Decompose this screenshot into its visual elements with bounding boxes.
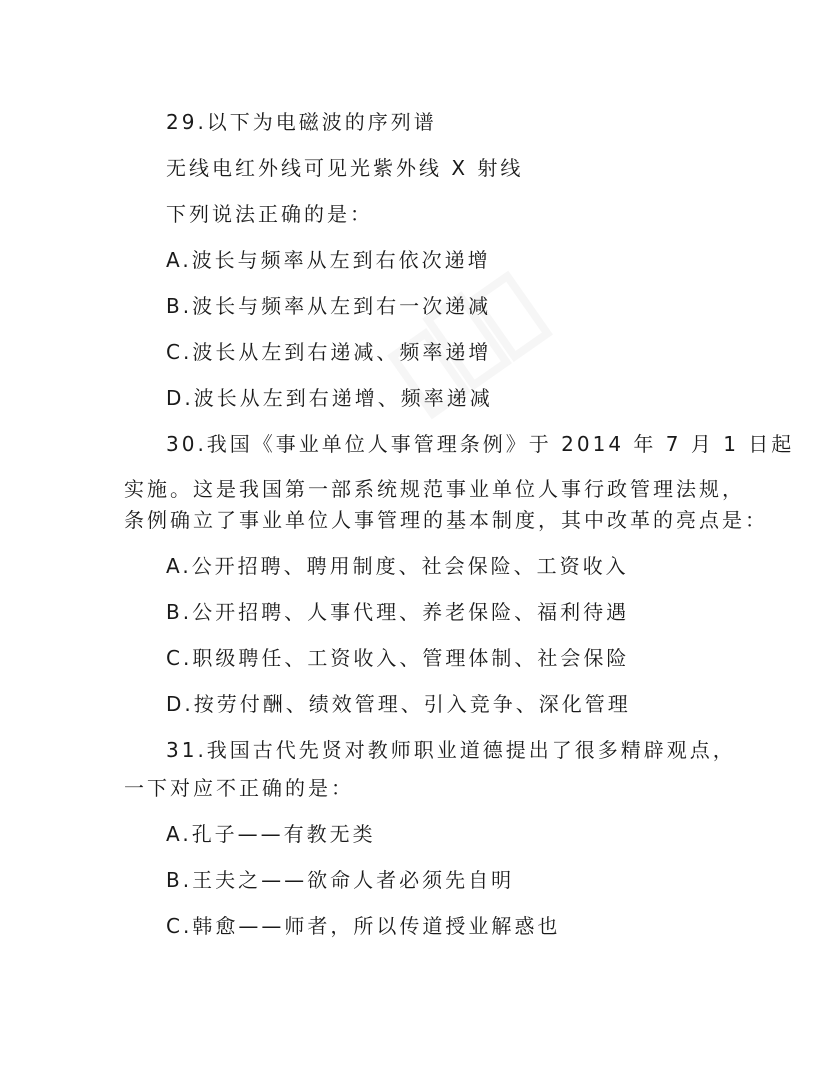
question-31-stem-line-1: 31.我国古代先贤对教师职业道德提出了很多精辟观点， [166, 738, 736, 762]
question-30-stem-line-3: 条例确立了事业单位人事管理的基本制度，其中改革的亮点是： [124, 508, 768, 532]
question-30-option-a: A.公开招聘、聘用制度、社会保险、工资收入 [166, 554, 629, 578]
question-30-stem-line-2: 实施。这是我国第一部系统规范事业单位人事行政管理法规， [124, 477, 745, 501]
question-31-option-c: C.韩愈——师者，所以传道授业解惑也 [166, 914, 561, 938]
question-31-option-a: A.孔子——有教无类 [166, 822, 376, 846]
question-29-stem-line-2: 无线电红外线可见光紫外线 X 射线 [166, 156, 524, 180]
question-31-option-b: B.王夫之——欲命人者必须先自明 [166, 868, 515, 892]
question-29-stem-line-3: 下列说法正确的是： [166, 202, 373, 226]
question-29-stem-line-1: 29.以下为电磁波的序列谱 [166, 110, 437, 134]
question-31-stem-line-2: 一下对应不正确的是： [124, 776, 354, 800]
question-30-option-b: B.公开招聘、人事代理、养老保险、福利待遇 [166, 600, 630, 624]
question-29-option-d: D.波长从左到右递增、频率递减 [166, 386, 493, 410]
question-30-option-d: D.按劳付酬、绩效管理、引入竞争、深化管理 [166, 692, 631, 716]
question-29-option-b: B.波长与频率从左到右一次递减 [166, 294, 492, 318]
question-30-stem-line-1: 30.我国《事业单位人事管理条例》于 2014 年 7 月 1 日起 [166, 432, 795, 456]
question-29-option-a: A.波长与频率从左到右依次递增 [166, 248, 491, 272]
question-29-option-c: C.波长从左到右递减、频率递增 [166, 340, 492, 364]
question-30-option-c: C.职级聘任、工资收入、管理体制、社会保险 [166, 646, 630, 670]
